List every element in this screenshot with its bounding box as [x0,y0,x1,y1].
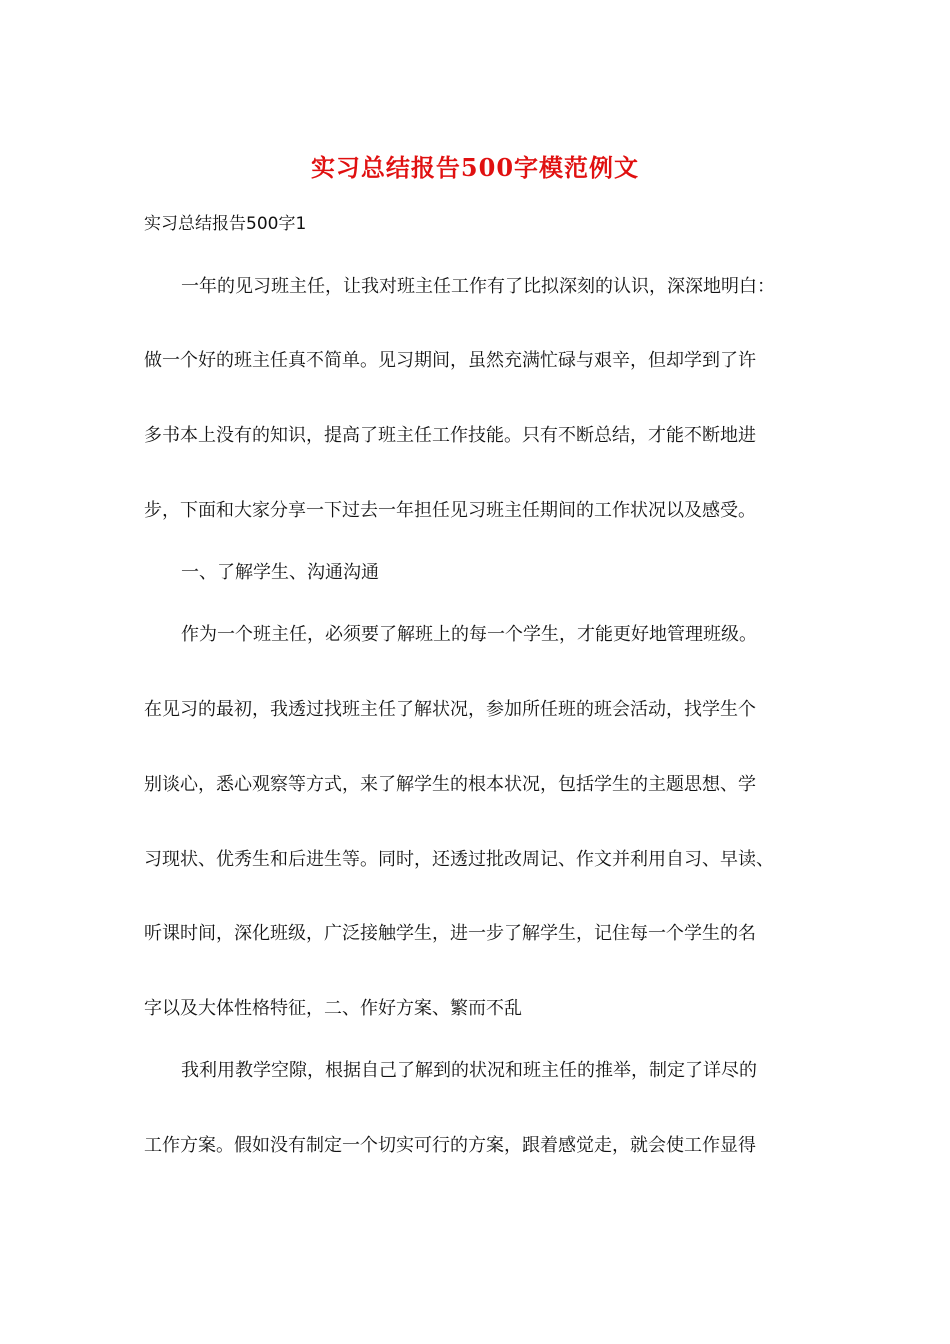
document-title: 实习总结报告500字模范例文 [310,153,640,182]
paragraph-line: 习现状、优秀生和后进生等。同时，还透过批改周记、作文并利用自习、早读、 [144,849,774,870]
paragraph-line: 工作方案。假如没有制定一个切实可行的方案，跟着感觉走，就会使工作显得 [144,1135,756,1156]
paragraph-line: 别谈心，悉心观察等方式，来了解学生的根本状况，包括学生的主题思想、学 [144,774,756,795]
paragraph-line: 听课时间，深化班级，广泛接触学生，进一步了解学生，记住每一个学生的名 [144,923,756,944]
paragraph-line: 多书本上没有的知识，提高了班主任工作技能。只有不断总结，才能不断地进 [144,425,756,446]
paragraph-line: 做一个好的班主任真不简单。见习期间，虽然充满忙碌与艰辛，但却学到了许 [144,350,756,371]
paragraph-line: 步，下面和大家分享一下过去一年担任见习班主任期间的工作状况以及感受。 [144,500,756,521]
paragraph-line: 字以及大体性格特征，二、作好方案、繁而不乱 [144,998,522,1019]
paragraph-line: 一年的见习班主任，让我对班主任工作有了比拟深刻的认识，深深地明白： [181,276,775,297]
paragraph-line: 作为一个班主任，必须要了解班上的每一个学生，才能更好地管理班级。 [181,624,757,645]
section-heading-line: 一、了解学生、沟通沟通 [181,562,379,583]
paragraph-line: 我利用教学空隙，根据自己了解到的状况和班主任的推举，制定了详尽的 [181,1060,757,1081]
paragraph-line: 在见习的最初，我透过找班主任了解状况，参加所任班的班会活动，找学生个 [144,699,756,720]
section-heading: 实习总结报告500字1 [144,214,307,234]
